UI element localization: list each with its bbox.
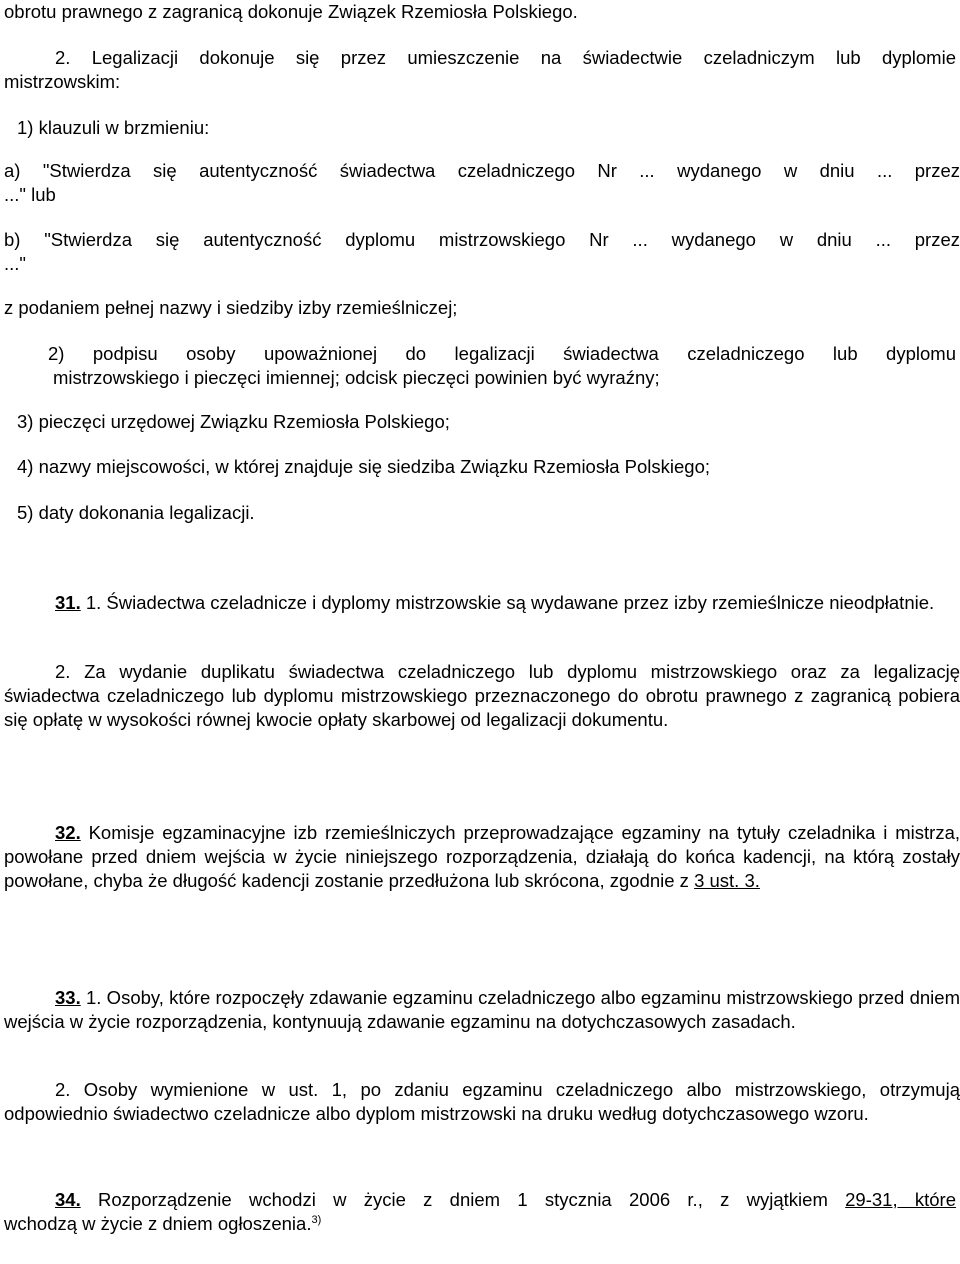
list-item-2-line2: mistrzowskiego i pieczęci imiennej; odcisk pieczęci powinien być wyraźny; — [53, 367, 660, 388]
section-text: Rozporządzenie wchodzi w życie z dniem 1 stycznia 2006 r., z wyjątkiem — [98, 1189, 828, 1210]
section-number: 32. — [55, 822, 81, 843]
text-line: z podaniem pełnej nazwy i siedziby izby rzemieślniczej; — [4, 297, 458, 318]
section-text: 1. Świadectwa czeladnicze i dyplomy mistrzowskie są wydawane przez izby rzemieślnicze nieodpłatnie. — [85, 592, 935, 613]
section-34-line2 — [4, 1212, 321, 1236]
list-item-1: 1) klauzuli w brzmieniu: — [17, 117, 210, 138]
section-text: Komisje egzaminacyjne izb rzemieślniczych przeprowadzające egzaminy na tytuły czeladnika i mistrza, powołane przed dniem wejścia w życie niniejszego rozporządzenia, działają do końca kadencji, na którą zostały powołane, chyba że długość kadencji zostanie przedłużona lub skrócona, zgodnie z — [4, 822, 960, 891]
paragraph-2-line2: mistrzowskim: — [4, 71, 121, 92]
list-item-5: 5) daty dokonania legalizacji. — [17, 502, 255, 523]
list-item-a-line1: a) "Stwierdza się autentyczność świadectwa czeladniczego Nr ... wydanego w dniu ... przez — [4, 160, 960, 181]
section-33-paragraph-2: 2. Osoby wymienione w ust. 1, po zdaniu egzaminu czeladniczego albo mistrzowskiego, otrzymują odpowiednio świadectwo czeladnicze albo dyplom mistrzowski na druku według dotychczasowego wzoru. — [4, 1079, 960, 1124]
section-31-paragraph-2: 2. Za wydanie duplikatu świadectwa czeladniczego lub dyplomu mistrzowskiego oraz za legalizację świadectwa czeladniczego lub dyplomu mistrzowskiego przeznaczonego do obrotu prawnego z zagranicą pobiera się opłatę w wysokości równej kwocie opłaty skarbowej od legalizacji dokumentu. — [4, 661, 960, 730]
list-item-2-line1: 2) podpisu osoby upoważnionej do legalizacji świadectwa czeladniczego lub dyplomu — [48, 343, 956, 364]
section-number: 31. — [55, 592, 81, 613]
section-reference: 29-31, które — [845, 1189, 956, 1210]
section-33-paragraph-1 — [4, 986, 960, 1034]
list-item-b-line1: b) "Stwierdza się autentyczność dyplomu mistrzowskiego Nr ... wydanego w dniu ... przez — [4, 229, 960, 250]
text-line: obrotu prawnego z zagranicą dokonuje Związek Rzemiosła Polskiego. — [4, 1, 578, 22]
section-text: wchodzą w życie z dniem ogłoszenia. — [4, 1213, 312, 1234]
section-34-line1 — [55, 1188, 956, 1212]
list-item-3: 3) pieczęci urzędowej Związku Rzemiosła Polskiego; — [17, 411, 450, 432]
section-32-paragraph — [4, 821, 960, 893]
list-item-4: 4) nazwy miejscowości, w której znajduje się siedziba Związku Rzemiosła Polskiego; — [17, 456, 710, 477]
section-31-paragraph-1 — [4, 591, 960, 615]
list-item-a-line2: ..." lub — [4, 184, 56, 205]
footnote-marker: 3) — [311, 1213, 322, 1226]
section-text: 1. Osoby, które rozpoczęły zdawanie egzaminu czeladniczego albo egzaminu mistrzowskiego przed dniem wejścia w życie rozporządzenia, kontynuują zdawanie egzaminu na dotychczasowych zasadach. — [4, 987, 960, 1032]
paragraph-2-line1: 2. Legalizacji dokonuje się przez umieszczenie na świadectwie czeladniczym lub dyplomie — [55, 47, 956, 68]
section-reference: 3 ust. 3. — [694, 870, 760, 891]
section-number: 34. — [55, 1189, 81, 1210]
list-item-b-line2: ..." — [4, 253, 26, 274]
section-number: 33. — [55, 987, 81, 1008]
